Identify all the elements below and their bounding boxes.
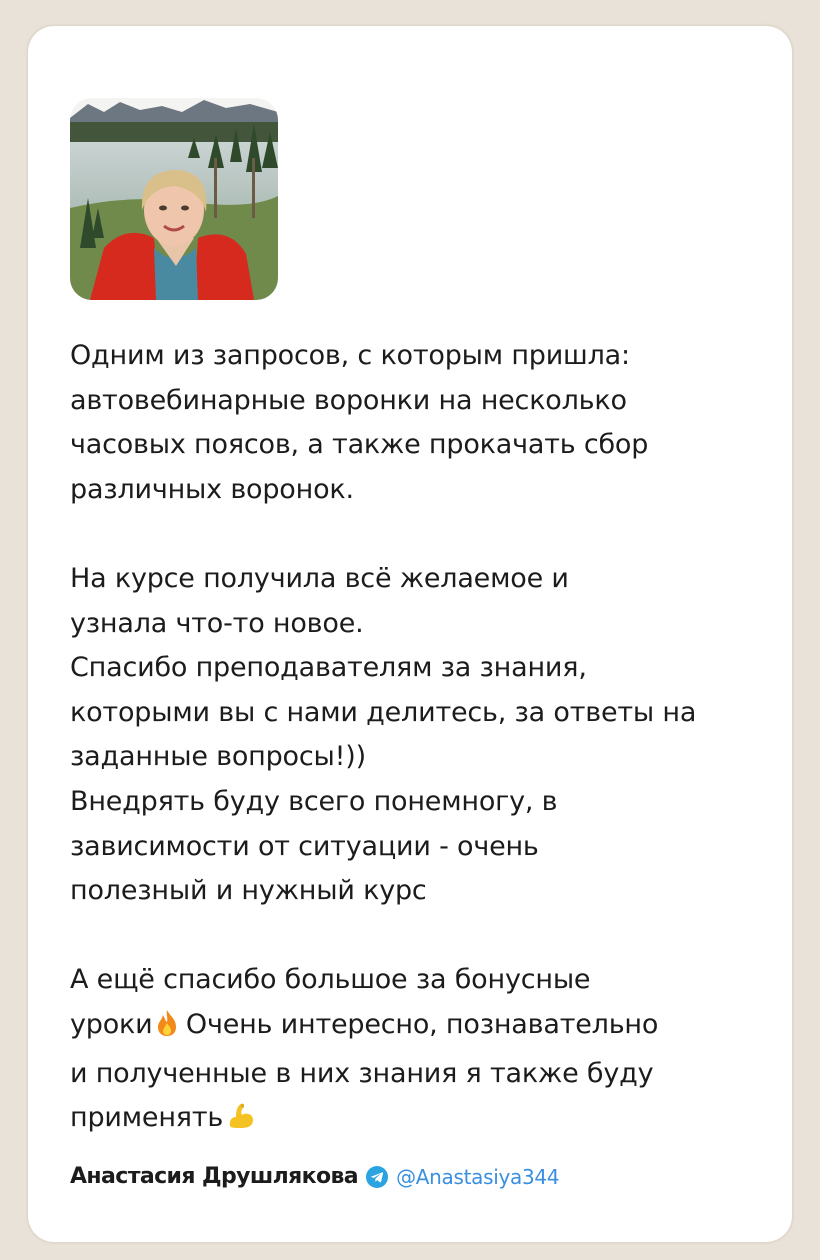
paragraph-gap [70, 914, 770, 959]
review-line [70, 1096, 770, 1145]
review-line-text: А ещё спасибо большое за бонусные [70, 964, 591, 996]
review-line: автовебинарные воронки на несколько [70, 384, 627, 416]
review-line-text: применять [70, 1102, 224, 1134]
review-line: На курсе получила всё желаемое и [70, 562, 569, 594]
review-line [70, 1003, 770, 1052]
paragraph-gap [70, 512, 770, 557]
review-line-text: и полученные в них знания я также буду [70, 1057, 654, 1089]
review-line: полезный и нужный курс [70, 875, 427, 907]
review-line-text: Очень интересно, познавательно [185, 1008, 659, 1040]
review-line: заданные вопросы!)) [70, 741, 366, 773]
review-line: которыми вы с нами делитесь, за ответы на [70, 696, 697, 728]
author-handle-link[interactable]: @Anastasiya344 [396, 1164, 560, 1189]
review-paragraph-2 [70, 557, 770, 914]
review-line [70, 1052, 770, 1097]
review-footer [70, 1164, 559, 1189]
review-paragraph-3 [70, 958, 770, 1144]
review-line: Внедрять буду всего понемногу, в [70, 785, 558, 817]
review-line-text: уроки [70, 1008, 153, 1040]
author-name: Анастасия Друшлякова [70, 1164, 359, 1189]
fire-emoji-icon [156, 1007, 178, 1052]
review-line: различных воронок. [70, 473, 354, 505]
flexed-biceps-emoji-icon [226, 1100, 256, 1145]
review-text [70, 334, 770, 1145]
review-line: часовых поясов, а также прокачать сбор [70, 429, 649, 461]
review-paragraph-1 [70, 334, 770, 512]
telegram-icon [366, 1166, 388, 1188]
author-avatar [70, 98, 278, 300]
review-line: Одним из запросов, с которым пришла: [70, 340, 630, 371]
review-line: зависимости от ситуации - очень [70, 830, 539, 862]
review-line: Спасибо преподавателям за знания, [70, 652, 587, 684]
review-line: узнала что-то новое. [70, 607, 364, 639]
review-line [70, 958, 770, 1003]
review-card [28, 26, 792, 1242]
